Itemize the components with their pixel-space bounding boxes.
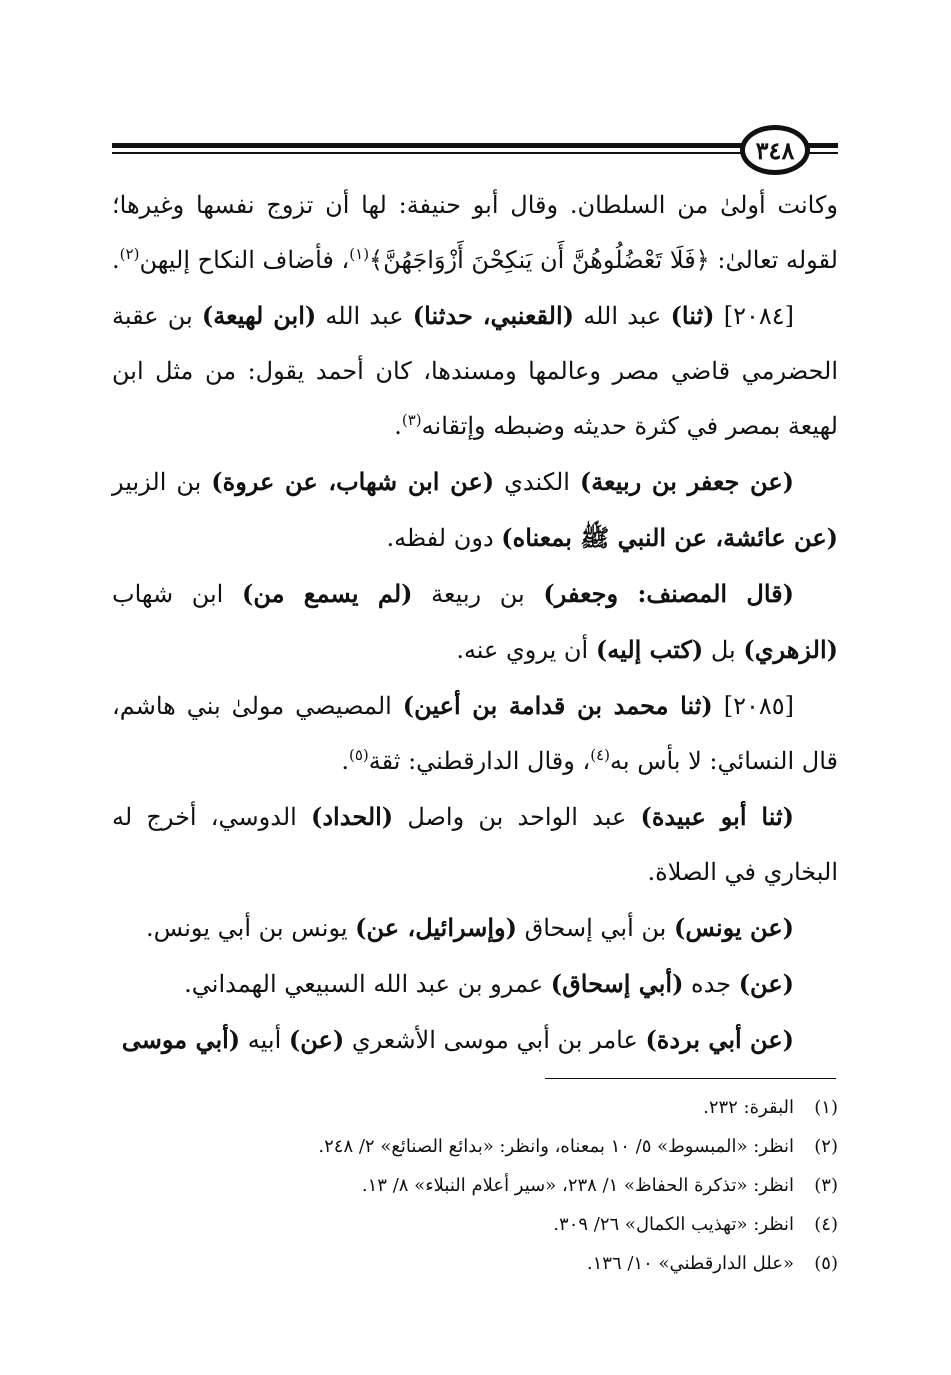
bold-term: (الحداد)	[311, 802, 394, 831]
paragraph	[112, 789, 838, 900]
footnote	[112, 1205, 838, 1244]
text-run: عامر بن أبي موسى الأشعري	[344, 1026, 646, 1054]
paragraph	[112, 1012, 838, 1068]
paragraph	[112, 454, 838, 566]
text-run: بل	[703, 636, 744, 664]
footnotes	[112, 1088, 838, 1283]
footnote-text: انظر: «تذكرة الحفاظ» ١/ ٢٣٨، «سير أعلام النبلاء» ٨/ ١٣.	[361, 1175, 794, 1196]
text-run: عبد الله	[574, 302, 671, 330]
text-run: بن عقبة الحضرمي قاضي مصر وعالمها ومسندها، كان أحمد يقول: من مثل ابن لهيعة بمصر في كثرة حديثه وضبطه وإتقانه	[112, 302, 839, 440]
text-run: ، وقال الدارقطني: ثقة	[368, 747, 591, 775]
text-run: بن ربيعة	[412, 580, 544, 608]
text-run: .	[341, 747, 349, 775]
bold-term: (عن عائشة، عن النبي ﷺ بمعناه)	[501, 523, 838, 552]
footnote	[112, 1088, 838, 1127]
bold-term: (الزهري)	[743, 635, 838, 664]
text-run: وكانت أولىٰ من السلطان. وقال أبو حنيفة: لها أن تزوج نفسها وغيرها؛ لقوله تعالىٰ: ﴿فَلَا تَعْضُلُوهُنَّ أَن يَنكِحْنَ أَزْوَاجَهُنَّ﴾	[112, 191, 838, 274]
footnote-text: «علل الدارقطني» ١٠/ ١٣٦.	[586, 1253, 794, 1274]
text-run: المصيصي مولىٰ بني هاشم، قال النسائي: لا بأس به	[112, 692, 838, 775]
page-number: ٣٤٨	[740, 125, 810, 175]
text-run: أبيه	[240, 1026, 289, 1054]
text-run: جده	[683, 970, 739, 998]
bold-term: (أبي موسى	[121, 1025, 241, 1054]
footnote-number: (٣)	[814, 1175, 838, 1196]
text-run: عبد الواحد بن واصل	[393, 803, 641, 831]
text-run: بن أبي إسحاق	[516, 914, 674, 942]
footnote-ref: (٥)	[348, 746, 369, 764]
bold-term: (عن)	[288, 1025, 345, 1054]
paragraph	[112, 678, 838, 789]
bold-term: (قال المصنف: وجعفر)	[543, 579, 795, 608]
text-run: .	[112, 246, 120, 274]
paragraph	[112, 900, 838, 956]
bold-term: (أبي إسحاق)	[550, 969, 684, 998]
text-run: عمرو بن عبد الله السبيعي الهمداني.	[184, 970, 551, 998]
footnote-number: (٢)	[814, 1136, 838, 1157]
text-run: ، فأضاف النكاح إليهن	[139, 246, 350, 274]
paragraph	[112, 178, 838, 288]
footnote	[112, 1127, 838, 1166]
footnote-ref: (٤)	[590, 746, 611, 764]
bold-term: (وإسرائيل، عن)	[355, 913, 517, 942]
text-run: أن يروي عنه.	[456, 636, 596, 664]
text-run: دون لفظه.	[386, 524, 502, 552]
footnote-number: (٤)	[814, 1214, 838, 1235]
text-run: [٢٠٨٤]	[714, 302, 795, 330]
footnote-ref: (١)	[349, 245, 370, 263]
paragraph	[112, 288, 838, 454]
bold-term: (ابن لهيعة)	[201, 301, 317, 330]
header-rule	[112, 143, 744, 148]
text-run: .	[394, 412, 402, 440]
footnote-text: انظر: «المبسوط» ٥/ ١٠ بمعناه، وانظر: «بدائع الصنائع» ٢/ ٢٤٨.	[318, 1136, 794, 1157]
header-rule-right	[808, 143, 838, 148]
footnote-number: (١)	[814, 1097, 838, 1118]
bold-term: (عن أبي بردة)	[645, 1025, 794, 1054]
footnote-ref: (٣)	[401, 411, 422, 429]
footnote	[112, 1166, 838, 1205]
bold-term: (عن ابن شهاب، عن عروة)	[211, 467, 495, 496]
bold-term: (لم يسمع من)	[241, 579, 413, 608]
bold-term: (ثنا أبو عبيدة)	[640, 802, 794, 831]
text-run: الدوسي، أخرج له البخاري في الصلاة.	[112, 803, 838, 886]
bold-term: (ثنا محمد بن قدامة بن أعين)	[402, 691, 713, 720]
bold-term: (ثنا)	[670, 301, 715, 330]
bold-term: (القعنبي، حدثنا)	[412, 301, 575, 330]
footnote-separator	[545, 1078, 836, 1079]
footnote-number: (٥)	[814, 1253, 838, 1274]
main-text	[112, 178, 838, 1068]
bold-term: (عن جعفر بن ربيعة)	[579, 467, 795, 496]
footnote	[112, 1244, 838, 1283]
bold-term: (عن يونس)	[673, 913, 794, 942]
paragraph	[112, 956, 838, 1012]
header-rule-thin	[112, 152, 744, 154]
text-run: [٢٠٨٥]	[712, 692, 794, 720]
footnote-text: انظر: «تهذيب الكمال» ٢٦/ ٣٠٩.	[553, 1214, 794, 1235]
footnote-ref: (٢)	[119, 245, 140, 263]
header-rule-right-thin	[808, 152, 838, 154]
bold-term: (كتب إليه)	[595, 635, 704, 664]
paragraph	[112, 566, 838, 678]
footnote-text: البقرة: ٢٣٢.	[703, 1097, 794, 1118]
bold-term: (عن)	[738, 969, 794, 998]
text-run: عبد الله	[316, 302, 413, 330]
text-run: ابن شهاب	[112, 580, 242, 608]
text-run: يونس بن أبي يونس.	[146, 914, 356, 942]
text-run: الكندي	[494, 468, 580, 496]
text-run: بن الزبير	[112, 468, 212, 496]
